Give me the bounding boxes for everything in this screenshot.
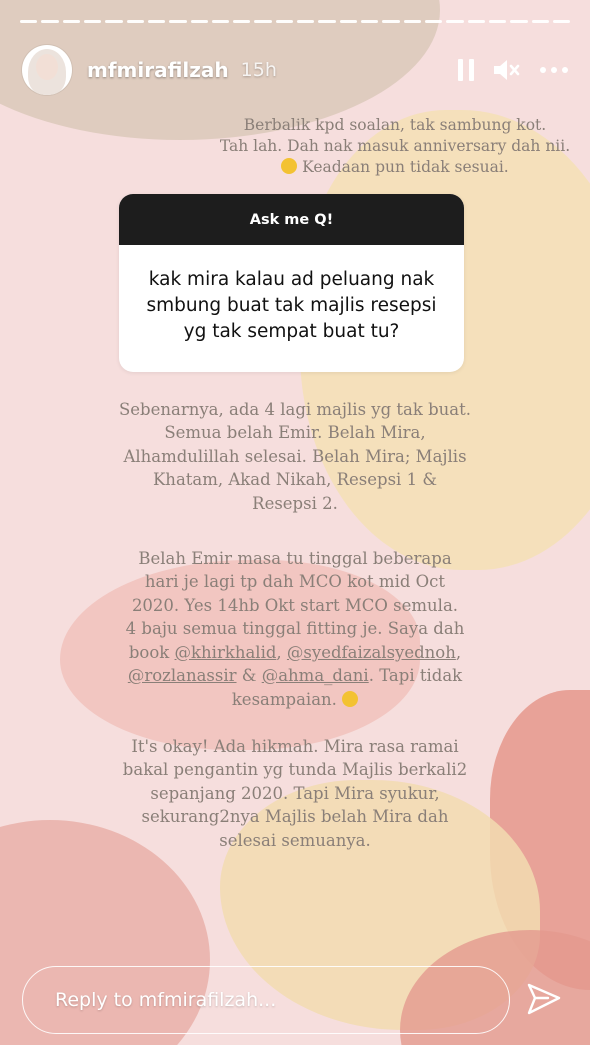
caption-line: @rozlanassir & @ahma_dani. Tapi tidak: [127, 666, 463, 686]
progress-segment: [84, 20, 101, 23]
caption-line: sepanjang 2020. Tapi Mira syukur,: [150, 783, 440, 803]
caption-intro: [205, 115, 585, 178]
caption-line: It's okay! Ada hikmah. Mira rasa ramai: [131, 737, 459, 756]
caption-line: bakal pengantin yg tunda Majlis berkali2: [122, 760, 468, 780]
progress-segment: [361, 20, 378, 23]
mention-link[interactable]: @syedfaizalsyednoh: [286, 642, 456, 662]
question-sticker-title: Ask me Q!: [119, 194, 464, 245]
progress-segment: [340, 20, 357, 23]
caption-line: Resepsi 2.: [252, 493, 338, 513]
caption-line: book @khirkhalid, @syedfaizalsyednoh,: [128, 642, 462, 662]
progress-segment: [468, 20, 485, 23]
post-time: 15h: [240, 59, 277, 81]
progress-segment: [148, 20, 165, 23]
progress-segment: [404, 20, 421, 23]
question-line: smbung buat tak majlis resepsi: [146, 294, 437, 316]
caption-line: 2020. Yes 14hb Okt start MCO semula.: [131, 595, 459, 615]
caption-line: hari je lagi tp dah MCO kot mid Oct: [144, 572, 446, 592]
question-line: kak mira kalau ad peluang nak: [148, 269, 435, 290]
progress-segment: [169, 20, 186, 23]
caption-line: sekurang2nya Majlis belah Mira dah: [141, 807, 449, 827]
progress-segment: [63, 20, 80, 23]
progress-segment: [212, 20, 229, 23]
question-sticker-text: [119, 245, 464, 345]
avatar-face: [36, 54, 58, 80]
caption-line: Berbalik kpd soalan, tak sambung kot.: [243, 116, 547, 134]
progress-segment: [127, 20, 144, 23]
caption-line: Alhamdulillah selesai. Belah Mira; Majlis: [123, 446, 467, 466]
mention-link[interactable]: @khirkhalid: [174, 642, 277, 662]
progress-segment: [254, 20, 271, 23]
progress-segment: [276, 20, 293, 23]
caption-line: Tah lah. Dah nak masuk anniversary dah nii.: [219, 136, 571, 155]
story-header: [22, 45, 568, 95]
caption-line: Semua belah Emir. Belah Mira,: [164, 423, 426, 443]
username[interactable]: mfmirafilzah: [87, 58, 229, 82]
mention-link[interactable]: @ahma_dani: [261, 666, 369, 686]
caption-paragraph-2: [100, 547, 490, 711]
story-controls: [458, 58, 568, 82]
reply-placeholder: Reply to mfmirafilzah...: [55, 989, 277, 1011]
progress-segment: [318, 20, 335, 23]
caption-line: kesampaian.: [100, 688, 490, 711]
caption-line: Sebenarnya, ada 4 lagi majlis yg tak buat.: [118, 400, 472, 419]
caption-line: selesai semuanya.: [219, 830, 371, 850]
question-sticker[interactable]: [119, 194, 464, 372]
mention-link[interactable]: @rozlanassir: [127, 666, 237, 686]
caption-line: Khatam, Akad Nikah, Resepsi 1 &: [152, 470, 438, 490]
more-options-icon[interactable]: [540, 67, 568, 73]
caption-line: 4 baju semua tinggal fitting je. Saya dah: [125, 619, 465, 639]
progress-segment: [233, 20, 250, 23]
speaker-muted-icon[interactable]: [492, 58, 522, 82]
caption-line: Keadaan pun tidak sesuai.: [205, 157, 585, 178]
sweat-smile-emoji-icon: [281, 158, 297, 174]
profile-avatar[interactable]: [22, 45, 72, 95]
question-line: yg tak sempat buat tu?: [183, 320, 400, 342]
caption-paragraph-1: [100, 398, 490, 515]
progress-segment: [191, 20, 208, 23]
progress-segment: [532, 20, 549, 23]
progress-segment: [425, 20, 442, 23]
worried-face-emoji-icon: [342, 691, 358, 707]
progress-segment: [510, 20, 527, 23]
caption-line: Belah Emir masa tu tinggal beberapa: [138, 549, 452, 568]
progress-segment: [382, 20, 399, 23]
story-progress-bar: [20, 20, 570, 23]
progress-segment: [41, 20, 58, 23]
progress-segment: [553, 20, 570, 23]
pause-icon[interactable]: [458, 59, 474, 81]
progress-segment: [20, 20, 37, 23]
progress-segment: [297, 20, 314, 23]
reply-input[interactable]: [22, 966, 510, 1034]
progress-segment: [489, 20, 506, 23]
caption-paragraph-3: [100, 735, 490, 852]
send-icon[interactable]: [526, 981, 562, 1017]
progress-segment: [105, 20, 122, 23]
progress-segment: [446, 20, 463, 23]
